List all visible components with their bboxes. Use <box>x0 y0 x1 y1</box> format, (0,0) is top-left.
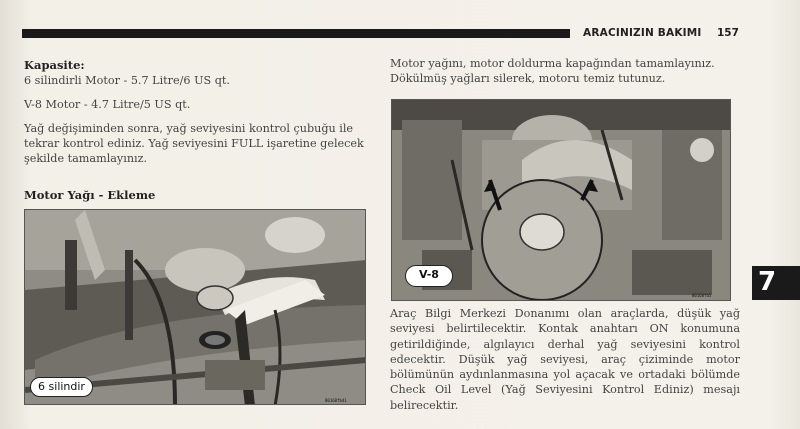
capacity-v8: V-8 Motor - 4.7 Litre/5 US qt. <box>24 98 191 111</box>
chapter-number: 7 <box>758 267 777 297</box>
oil-check-paragraph: Yağ değişiminden sonra, yağ seviyesini kontrol çubuğu ile tekrar kontrol ediniz. Yağ seviyesini FULL işaretine gelecek şekilde tamamlayınız. <box>24 122 364 165</box>
right-column-intro: Motor yağını, motor doldurma kapağından tamamlayınız. Dökülmüş yağları silerek, motoru temiz tutunuz. <box>390 57 715 85</box>
chapter-tab <box>752 266 800 300</box>
section-title: ARACINIZIN BAKIMI <box>583 27 702 39</box>
figure-code-left: 80168fb41 <box>325 398 347 403</box>
page-number: 157 <box>717 27 739 39</box>
callout-v8: V-8 <box>405 265 453 287</box>
section-subheading: Motor Yağı - Ekleme <box>24 188 156 202</box>
engine-photo-6-cylinder <box>24 209 366 405</box>
left-column <box>24 58 374 175</box>
capacity-heading: Kapasite: <box>24 58 85 72</box>
header-rule <box>22 29 570 38</box>
figure-code-right: 80168fb5 <box>692 293 712 298</box>
capacity-6cyl: 6 silindirli Motor - 5.7 Litre/6 US qt. <box>24 74 230 87</box>
engine-6cyl-illustration <box>25 210 366 405</box>
callout-6-cylinder: 6 silindir <box>30 377 93 397</box>
right-column-paragraph: Araç Bilgi Merkezi Donanımı olan araçlarda, düşük yağ seviyesi belirtilecektir. Kontak anahtarı ON konumuna getirildiğinde, algılayıcı derhal yağ seviyesini kontrol edecektir. Düşük yağ seviyesi, araç çiziminde motor bölümünün aydınlanmasına yol açacak ve ortadaki bölümde Check Oil Level (Yağ Seviyesini Kontrol Ediniz) mesajı belirecektir. <box>390 307 740 412</box>
